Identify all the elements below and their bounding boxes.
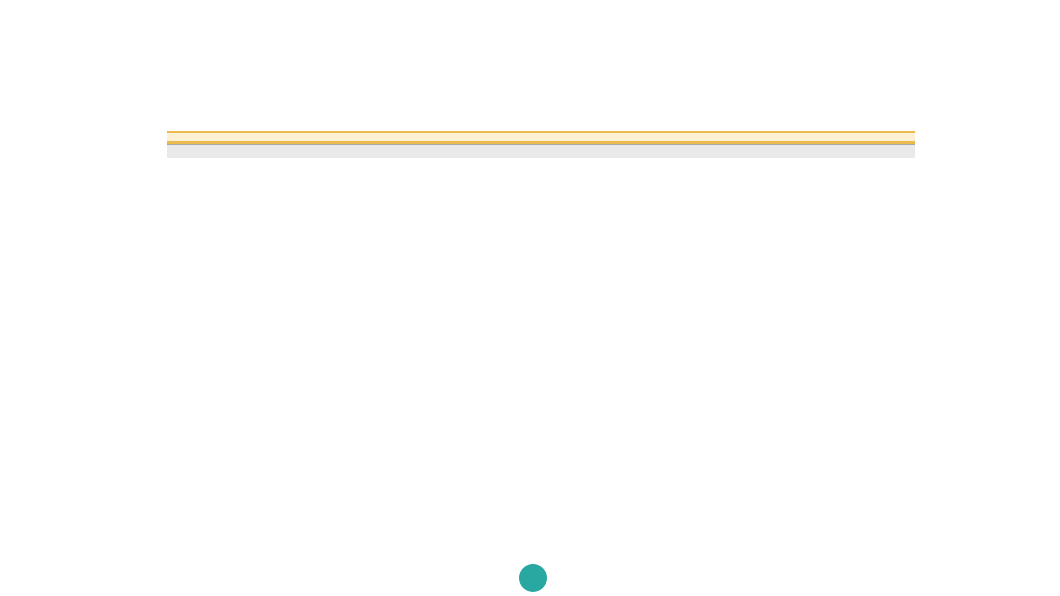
usage-table: [167, 131, 915, 144]
header-equipment: [167, 132, 362, 143]
table-header-row: [167, 132, 915, 143]
header-use: [362, 132, 462, 143]
page-number-badge: [519, 564, 547, 592]
usage-table-container: [167, 131, 915, 158]
top-wave-decoration: [0, 0, 1060, 62]
inductive-load-footnote: [167, 144, 915, 158]
header-notes: [462, 132, 915, 143]
